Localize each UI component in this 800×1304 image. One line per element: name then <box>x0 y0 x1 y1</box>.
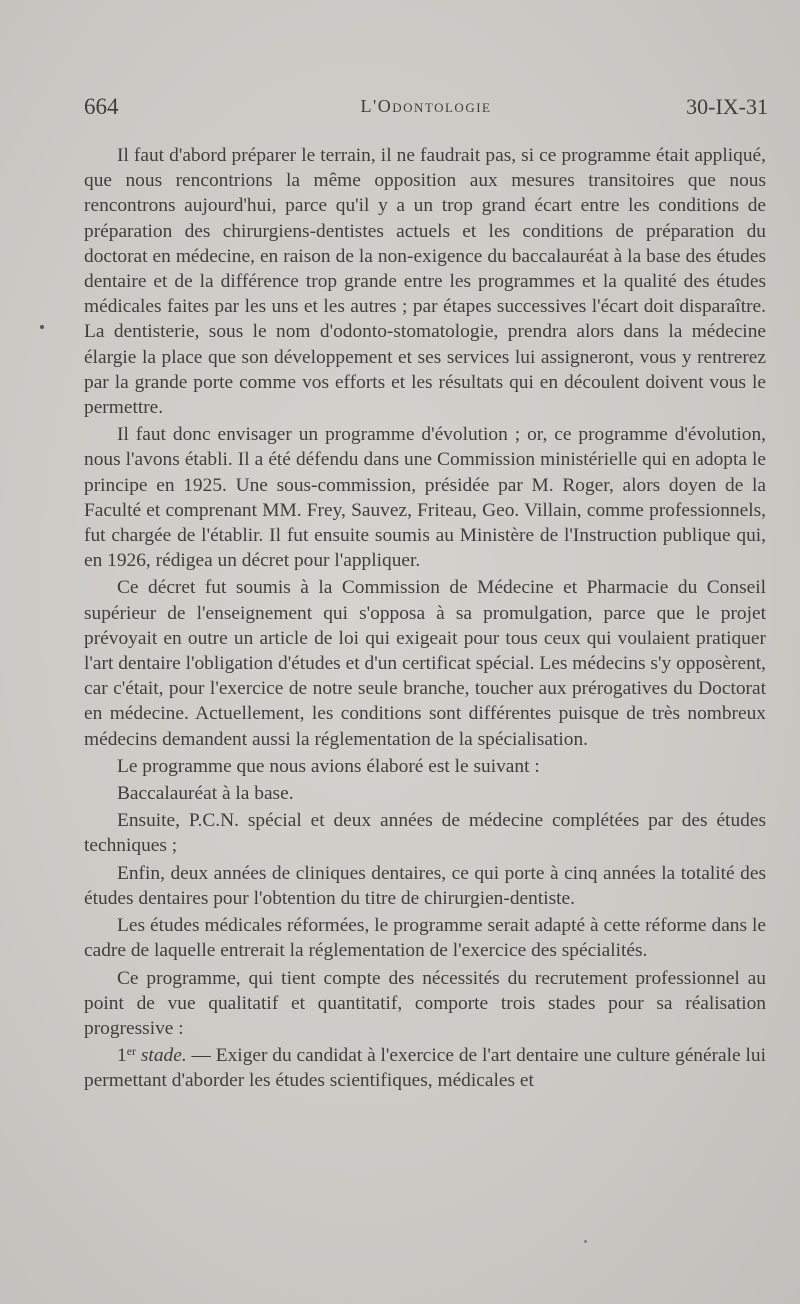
page-number: 664 <box>84 94 119 119</box>
paragraph: Il faut donc envisager un programme d'évolution ; or, ce programme d'évolution, nous l'avons établi. Il a été défendu dans une Commission ministérielle qui en adopta le principe en 1925. Une sous-commission, présidée par M. Roger, alors doyen de la Faculté et comprenant MM. Frey, Sauvez, Friteau, Geo. Villain, comme professionnels, fut chargée de l'établir. Il fut ensuite soumis au Ministère de l'Instruction publique qui, en 1926, rédigea un décret pour l'appliquer. <box>84 424 766 572</box>
paragraph: Ce décret fut soumis à la Commission de Médecine et Pharmacie du Conseil supérieur de l'enseignement qui s'opposa à sa promulgation, parce que le projet prévoyait en outre un article de loi qui exigeait pour tous ceux qui voulaient pratiquer l'art dentaire l'obligation d'études et d'un certificat spécial. Les médecins s'y opposèrent, car c'était, pour l'exercice de notre seule branche, toucher aux prérogatives du Doctorat en médecine. Actuellement, les conditions sont différentes puisque de très nombreux médecins demandent aussi la réglementation de la spécialisation. <box>84 577 766 750</box>
paragraph: Le programme que nous avions élaboré est le suivant : <box>117 755 540 777</box>
article-body <box>84 143 766 1094</box>
paragraph: Ensuite, P.C.N. spécial et deux années de médecine complétées par des études techniques ; <box>84 810 766 857</box>
paragraph: Il faut d'abord préparer le terrain, il ne faudrait pas, si ce programme était appliqué, que nous rencontrions la même opposition aux mesures transitoires que nous rencontrons aujourd'hui, parce qu'il y a un trop grand écart entre les conditions de préparation des chirurgiens-dentistes actuels et les conditions de préparation du doctorat en médecine, en raison de la non-exigence du baccalauréat à la base des études dentaire et de la différence trop grande entre les programmes et la qualité des études médicales faites par les uns et les autres ; par étapes successives l'écart doit disparaître. La dentisterie, sous le nom d'odonto-stomatologie, prendra alors dans la médecine élargie la place que son développement et ses services lui assigneront, vous y rentrerez par la grande porte comme vos efforts et les résultats qui en découlent doivent vous le permettre. <box>84 145 766 419</box>
issue-date: 30-IX-31 <box>686 94 768 119</box>
margin-speck <box>40 325 44 329</box>
stade-paragraph <box>84 1043 766 1093</box>
paragraph: Enfin, deux années de cliniques dentaires, ce qui porte à cinq années la totalité des études dentaires pour l'obtention du titre de chirurgien-dentiste. <box>84 862 766 909</box>
paragraph: Les études médicales réformées, le programme serait adapté à cette réforme dans le cadre de laquelle entrerait la réglementation de l'exercice des spécialités. <box>84 915 766 962</box>
stade-text: — Exiger du candidat à l'exercice de l'art dentaire une culture générale lui permettant d'aborder les études scientifiques, médicales et <box>84 1045 766 1092</box>
margin-speck <box>584 1240 587 1243</box>
running-header <box>84 94 768 124</box>
paragraph: Baccalauréat à la base. <box>117 783 294 805</box>
stade-ordinal-suffix: er <box>126 1044 137 1059</box>
journal-title: L'Odontologie <box>360 96 492 116</box>
stade-label: stade. <box>140 1045 187 1067</box>
paragraph: Ce programme, qui tient compte des nécessités du recrutement professionnel au point de vue qualitatif et quantitatif, comporte trois stades pour sa réalisation progressive : <box>84 967 766 1039</box>
stade-ordinal: 1 <box>117 1045 127 1067</box>
